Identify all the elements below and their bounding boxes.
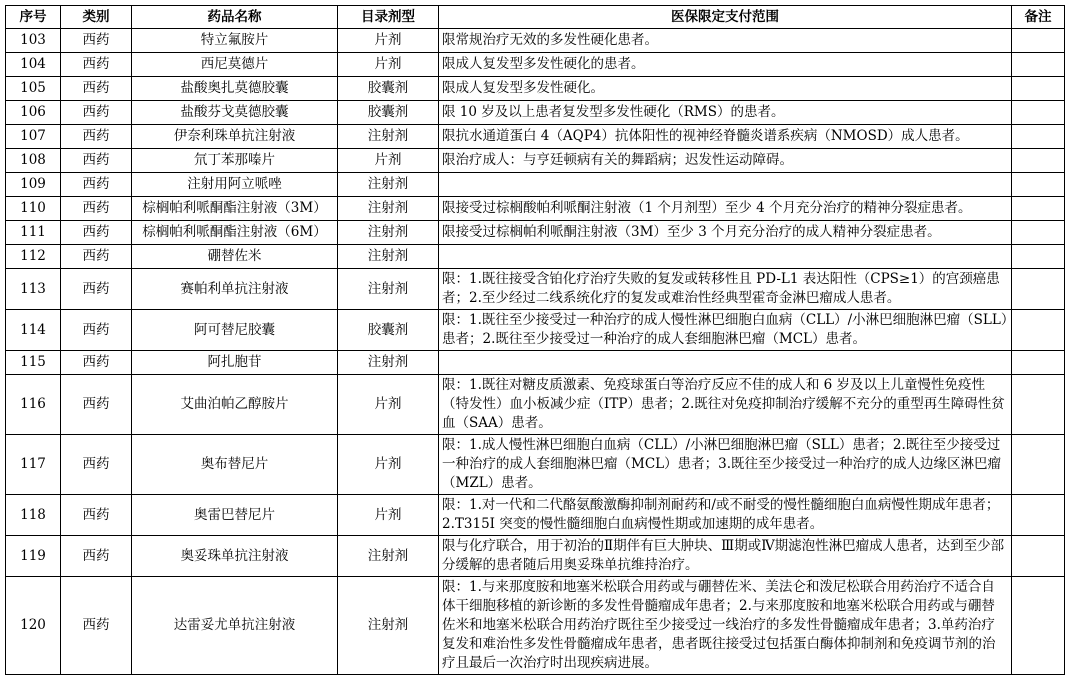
cell-category: 西药 (61, 435, 132, 495)
header-payment-scope: 医保限定支付范围 (439, 6, 1012, 29)
cell-index: 113 (6, 269, 61, 310)
table-row (6, 435, 1065, 495)
cell-category: 西药 (61, 310, 132, 351)
cell-payment-scope: 限：1.成人慢性淋巴细胞白血病（CLL）/小淋巴细胞淋巴瘤（SLL）患者；2.既往至少接受过一种治疗的成人套细胞淋巴瘤（MCL）患者；3.既往至少接受过一种治疗的成人边缘区淋巴瘤（MZL）患者。 (439, 435, 1012, 495)
cell-index: 106 (6, 101, 61, 125)
cell-drug-name: 赛帕利单抗注射液 (132, 269, 338, 310)
cell-dosage-form: 注射剂 (338, 577, 439, 675)
table-row (6, 53, 1065, 77)
cell-payment-scope: 限抗水通道蛋白 4（AQP4）抗体阳性的视神经脊髓炎谱系疾病（NMOSD）成人患者。 (439, 125, 1012, 149)
cell-category: 西药 (61, 375, 132, 435)
cell-dosage-form: 胶囊剂 (338, 310, 439, 351)
cell-drug-name: 棕榈帕利哌酮酯注射液（6M） (132, 221, 338, 245)
cell-payment-scope (439, 351, 1012, 375)
header-category: 类别 (61, 6, 132, 29)
table-row (6, 375, 1065, 435)
header-index: 序号 (6, 6, 61, 29)
cell-category: 西药 (61, 149, 132, 173)
drug-table-container (5, 5, 1065, 675)
table-row (6, 351, 1065, 375)
cell-remarks (1012, 375, 1065, 435)
cell-remarks (1012, 245, 1065, 269)
cell-dosage-form: 注射剂 (338, 536, 439, 577)
cell-drug-name: 达雷妥尤单抗注射液 (132, 577, 338, 675)
cell-remarks (1012, 221, 1065, 245)
cell-payment-scope: 限成人复发型多发性硬化的患者。 (439, 53, 1012, 77)
cell-dosage-form: 片剂 (338, 53, 439, 77)
table-row (6, 221, 1065, 245)
cell-payment-scope: 限常规治疗无效的多发性硬化患者。 (439, 29, 1012, 53)
cell-dosage-form: 片剂 (338, 435, 439, 495)
cell-drug-name: 西尼莫德片 (132, 53, 338, 77)
cell-dosage-form: 片剂 (338, 495, 439, 536)
cell-remarks (1012, 269, 1065, 310)
cell-payment-scope: 限成人复发型多发性硬化。 (439, 77, 1012, 101)
cell-payment-scope (439, 173, 1012, 197)
cell-drug-name: 奥妥珠单抗注射液 (132, 536, 338, 577)
cell-drug-name: 阿扎胞苷 (132, 351, 338, 375)
cell-remarks (1012, 351, 1065, 375)
cell-drug-name: 奥雷巴替尼片 (132, 495, 338, 536)
cell-category: 西药 (61, 269, 132, 310)
cell-payment-scope: 限接受过棕榈酸帕利哌酮注射液（1 个月剂型）至少 4 个月充分治疗的精神分裂症患者。 (439, 197, 1012, 221)
cell-drug-name: 特立氟胺片 (132, 29, 338, 53)
cell-category: 西药 (61, 77, 132, 101)
cell-category: 西药 (61, 577, 132, 675)
cell-drug-name: 阿可替尼胶囊 (132, 310, 338, 351)
cell-payment-scope: 限与化疗联合，用于初治的Ⅱ期伴有巨大肿块、Ⅲ期或Ⅳ期滤泡性淋巴瘤成人患者，达到至少部分缓解的患者随后用奥妥珠单抗维持治疗。 (439, 536, 1012, 577)
cell-index: 105 (6, 77, 61, 101)
cell-drug-name: 奥布替尼片 (132, 435, 338, 495)
cell-payment-scope: 限：1.既往至少接受过一种治疗的成人慢性淋巴细胞白血病（CLL）/小淋巴细胞淋巴瘤（SLL）患者；2.既往至少接受过一种治疗的成人套细胞淋巴瘤（MCL）患者。 (439, 310, 1012, 351)
cell-index: 117 (6, 435, 61, 495)
cell-drug-name: 硼替佐米 (132, 245, 338, 269)
cell-category: 西药 (61, 536, 132, 577)
table-row (6, 577, 1065, 675)
cell-index: 116 (6, 375, 61, 435)
cell-dosage-form: 注射剂 (338, 125, 439, 149)
cell-remarks (1012, 173, 1065, 197)
cell-payment-scope: 限接受过棕榈帕利哌酮注射液（3M）至少 3 个月充分治疗的成人精神分裂症患者。 (439, 221, 1012, 245)
cell-index: 111 (6, 221, 61, 245)
table-row (6, 269, 1065, 310)
cell-index: 104 (6, 53, 61, 77)
header-drug-name: 药品名称 (132, 6, 338, 29)
cell-index: 103 (6, 29, 61, 53)
cell-index: 109 (6, 173, 61, 197)
table-row (6, 197, 1065, 221)
cell-remarks (1012, 101, 1065, 125)
cell-remarks (1012, 29, 1065, 53)
cell-remarks (1012, 125, 1065, 149)
cell-payment-scope: 限治疗成人：与亨廷顿病有关的舞蹈病；迟发性运动障碍。 (439, 149, 1012, 173)
header-dosage-form: 目录剂型 (338, 6, 439, 29)
table-row (6, 29, 1065, 53)
cell-index: 114 (6, 310, 61, 351)
cell-drug-name: 伊奈利珠单抗注射液 (132, 125, 338, 149)
cell-dosage-form: 注射剂 (338, 269, 439, 310)
cell-dosage-form: 注射剂 (338, 245, 439, 269)
cell-remarks (1012, 77, 1065, 101)
header-remarks: 备注 (1012, 6, 1065, 29)
cell-index: 118 (6, 495, 61, 536)
table-row (6, 77, 1065, 101)
cell-remarks (1012, 310, 1065, 351)
cell-index: 110 (6, 197, 61, 221)
cell-index: 119 (6, 536, 61, 577)
cell-drug-name: 棕榈帕利哌酮酯注射液（3M） (132, 197, 338, 221)
cell-drug-name: 注射用阿立哌唑 (132, 173, 338, 197)
cell-dosage-form: 注射剂 (338, 221, 439, 245)
table-row (6, 310, 1065, 351)
cell-dosage-form: 注射剂 (338, 173, 439, 197)
cell-dosage-form: 注射剂 (338, 351, 439, 375)
table-row (6, 125, 1065, 149)
cell-remarks (1012, 435, 1065, 495)
cell-remarks (1012, 53, 1065, 77)
cell-remarks (1012, 495, 1065, 536)
cell-category: 西药 (61, 245, 132, 269)
cell-remarks (1012, 197, 1065, 221)
drug-table (5, 5, 1065, 675)
cell-remarks (1012, 536, 1065, 577)
table-row (6, 495, 1065, 536)
cell-index: 115 (6, 351, 61, 375)
cell-category: 西药 (61, 53, 132, 77)
cell-payment-scope: 限：1.对一代和二代酪氨酸激酶抑制剂耐药和/或不耐受的慢性髓细胞白血病慢性期成年患者；2.T315I 突变的慢性髓细胞白血病慢性期或加速期的成年患者。 (439, 495, 1012, 536)
cell-index: 112 (6, 245, 61, 269)
cell-remarks (1012, 149, 1065, 173)
cell-category: 西药 (61, 221, 132, 245)
cell-dosage-form: 胶囊剂 (338, 101, 439, 125)
cell-payment-scope (439, 245, 1012, 269)
cell-payment-scope: 限 10 岁及以上患者复发型多发性硬化（RMS）的患者。 (439, 101, 1012, 125)
cell-remarks (1012, 577, 1065, 675)
table-header-row (6, 6, 1065, 29)
cell-payment-scope: 限：1.与来那度胺和地塞米松联合用药或与硼替佐米、美法仑和泼尼松联合用药治疗不适合自体干细胞移植的新诊断的多发性骨髓瘤成年患者；2.与来那度胺和地塞米松联合用药或与硼替佐米和地塞米松联合用药治疗既往至少接受过一线治疗的多发性骨髓瘤成年患者；3.单药治疗复发和难治性多发性骨髓瘤成年患者，患者既往接受过包括蛋白酶体抑制剂和免疫调节剂的治疗且最后一次治疗时出现疾病进展。 (439, 577, 1012, 675)
table-row (6, 245, 1065, 269)
cell-category: 西药 (61, 351, 132, 375)
cell-drug-name: 盐酸芬戈莫德胶囊 (132, 101, 338, 125)
cell-category: 西药 (61, 29, 132, 53)
cell-dosage-form: 注射剂 (338, 197, 439, 221)
cell-dosage-form: 片剂 (338, 29, 439, 53)
cell-category: 西药 (61, 173, 132, 197)
table-row (6, 149, 1065, 173)
cell-drug-name: 艾曲泊帕乙醇胺片 (132, 375, 338, 435)
cell-category: 西药 (61, 101, 132, 125)
cell-index: 107 (6, 125, 61, 149)
cell-payment-scope: 限：1.既往对糖皮质激素、免疫球蛋白等治疗反应不佳的成人和 6 岁及以上儿童慢性免疫性（特发性）血小板减少症（ITP）患者；2.既往对免疫抑制治疗缓解不充分的重型再生障碍性贫血（SAA）患者。 (439, 375, 1012, 435)
cell-index: 120 (6, 577, 61, 675)
cell-drug-name: 盐酸奥扎莫德胶囊 (132, 77, 338, 101)
table-row (6, 101, 1065, 125)
cell-dosage-form: 片剂 (338, 149, 439, 173)
table-row (6, 536, 1065, 577)
cell-category: 西药 (61, 125, 132, 149)
cell-category: 西药 (61, 495, 132, 536)
cell-drug-name: 氘丁苯那嗪片 (132, 149, 338, 173)
cell-payment-scope: 限：1.既往接受含铂化疗治疗失败的复发或转移性且 PD-L1 表达阳性（CPS≥1）的宫颈癌患者；2.至少经过二线系统化疗的复发或难治性经典型霍奇金淋巴瘤成人患者。 (439, 269, 1012, 310)
cell-index: 108 (6, 149, 61, 173)
cell-dosage-form: 胶囊剂 (338, 77, 439, 101)
cell-category: 西药 (61, 197, 132, 221)
table-row (6, 173, 1065, 197)
cell-dosage-form: 片剂 (338, 375, 439, 435)
